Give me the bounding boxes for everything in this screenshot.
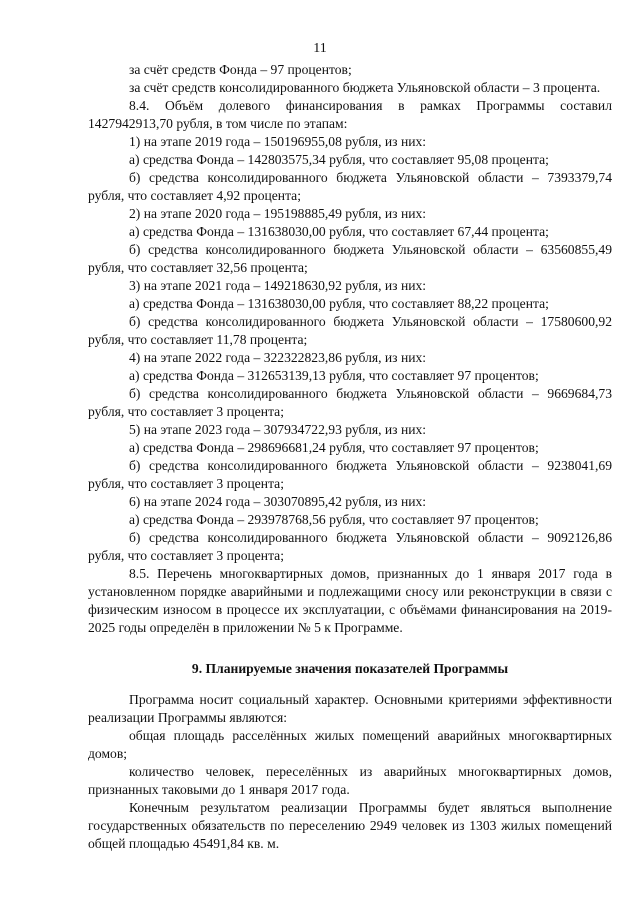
paragraph: а) средства Фонда – 131638030,00 рубля, что составляет 88,22 процента;: [129, 296, 549, 311]
paragraph: 8.4. Объём долевого финансирования в рамках Программы составил 1427942913,70 рубля, в том числе по этапам:: [88, 98, 612, 131]
paragraph: количество человек, переселённых из аварийных многоквартирных домов, признанных таковыми до 1 января 2017 года.: [88, 764, 612, 797]
paragraph: а) средства Фонда – 298696681,24 рубля, что составляет 97 процентов;: [129, 440, 539, 455]
paragraph: а) средства Фонда – 312653139,13 рубля, что составляет 97 процентов;: [129, 368, 539, 383]
page-number: 11: [313, 41, 327, 56]
paragraph: 1) на этапе 2019 года – 150196955,08 рубля, из них:: [129, 134, 427, 149]
paragraph: 5) на этапе 2023 года – 307934722,93 рубля, из них:: [129, 422, 427, 437]
paragraph: б) средства консолидированного бюджета Ульяновской области – 9092126,86 рубля, что составляет 3 процента;: [88, 530, 612, 563]
paragraph: за счёт средств Фонда – 97 процентов;: [129, 62, 352, 77]
paragraph: 6) на этапе 2024 года – 303070895,42 рубля, из них:: [129, 494, 427, 509]
paragraph: а) средства Фонда – 131638030,00 рубля, что составляет 67,44 процента;: [129, 224, 549, 239]
paragraph: 3) на этапе 2021 года – 149218630,92 рубля, из них:: [129, 278, 427, 293]
paragraph: б) средства консолидированного бюджета Ульяновской области – 7393379,74 рубля, что составляет 4,92 процента;: [88, 170, 612, 203]
paragraph: за счёт средств консолидированного бюджета Ульяновской области – 3 процента.: [129, 80, 601, 95]
paragraph: Конечным результатом реализации Программы будет являться выполнение государственных обязательств по переселению 2949 человек из 1303 жилых помещений общей площадью 45491,84 кв. м.: [88, 800, 612, 851]
document-body: [88, 61, 612, 853]
paragraph: 8.5. Перечень многоквартирных домов, признанных до 1 января 2017 года в установленном порядке аварийными и подлежащими сносу или реконструкции в связи с физическим износом в процессе их эксплуатации, с объёмами финансирования на 2019-2025 годы определён в приложении № 5 к Программе.: [88, 566, 612, 635]
section-heading: 9. Планируемые значения показателей Программы: [191, 661, 509, 676]
paragraph: б) средства консолидированного бюджета Ульяновской области – 9669684,73 рубля, что составляет 3 процента;: [88, 386, 612, 419]
paragraph: а) средства Фонда – 142803575,34 рубля, что составляет 95,08 процента;: [129, 152, 549, 167]
paragraph: б) средства консолидированного бюджета Ульяновской области – 9238041,69 рубля, что составляет 3 процента;: [88, 458, 612, 491]
paragraph: 4) на этапе 2022 года – 322322823,86 рубля, из них:: [129, 350, 427, 365]
paragraph: 2) на этапе 2020 года – 195198885,49 рубля, из них:: [129, 206, 427, 221]
paragraph: Программа носит социальный характер. Основными критериями эффективности реализации Программы являются:: [88, 692, 612, 725]
paragraph: б) средства консолидированного бюджета Ульяновской области – 63560855,49 рубля, что составляет 32,56 процента;: [88, 242, 612, 275]
paragraph: а) средства Фонда – 293978768,56 рубля, что составляет 97 процентов;: [129, 512, 539, 527]
paragraph: общая площадь расселённых жилых помещений аварийных многоквартирных домов;: [88, 728, 612, 761]
paragraph: б) средства консолидированного бюджета Ульяновской области – 17580600,92 рубля, что составляет 11,78 процента;: [88, 314, 612, 347]
